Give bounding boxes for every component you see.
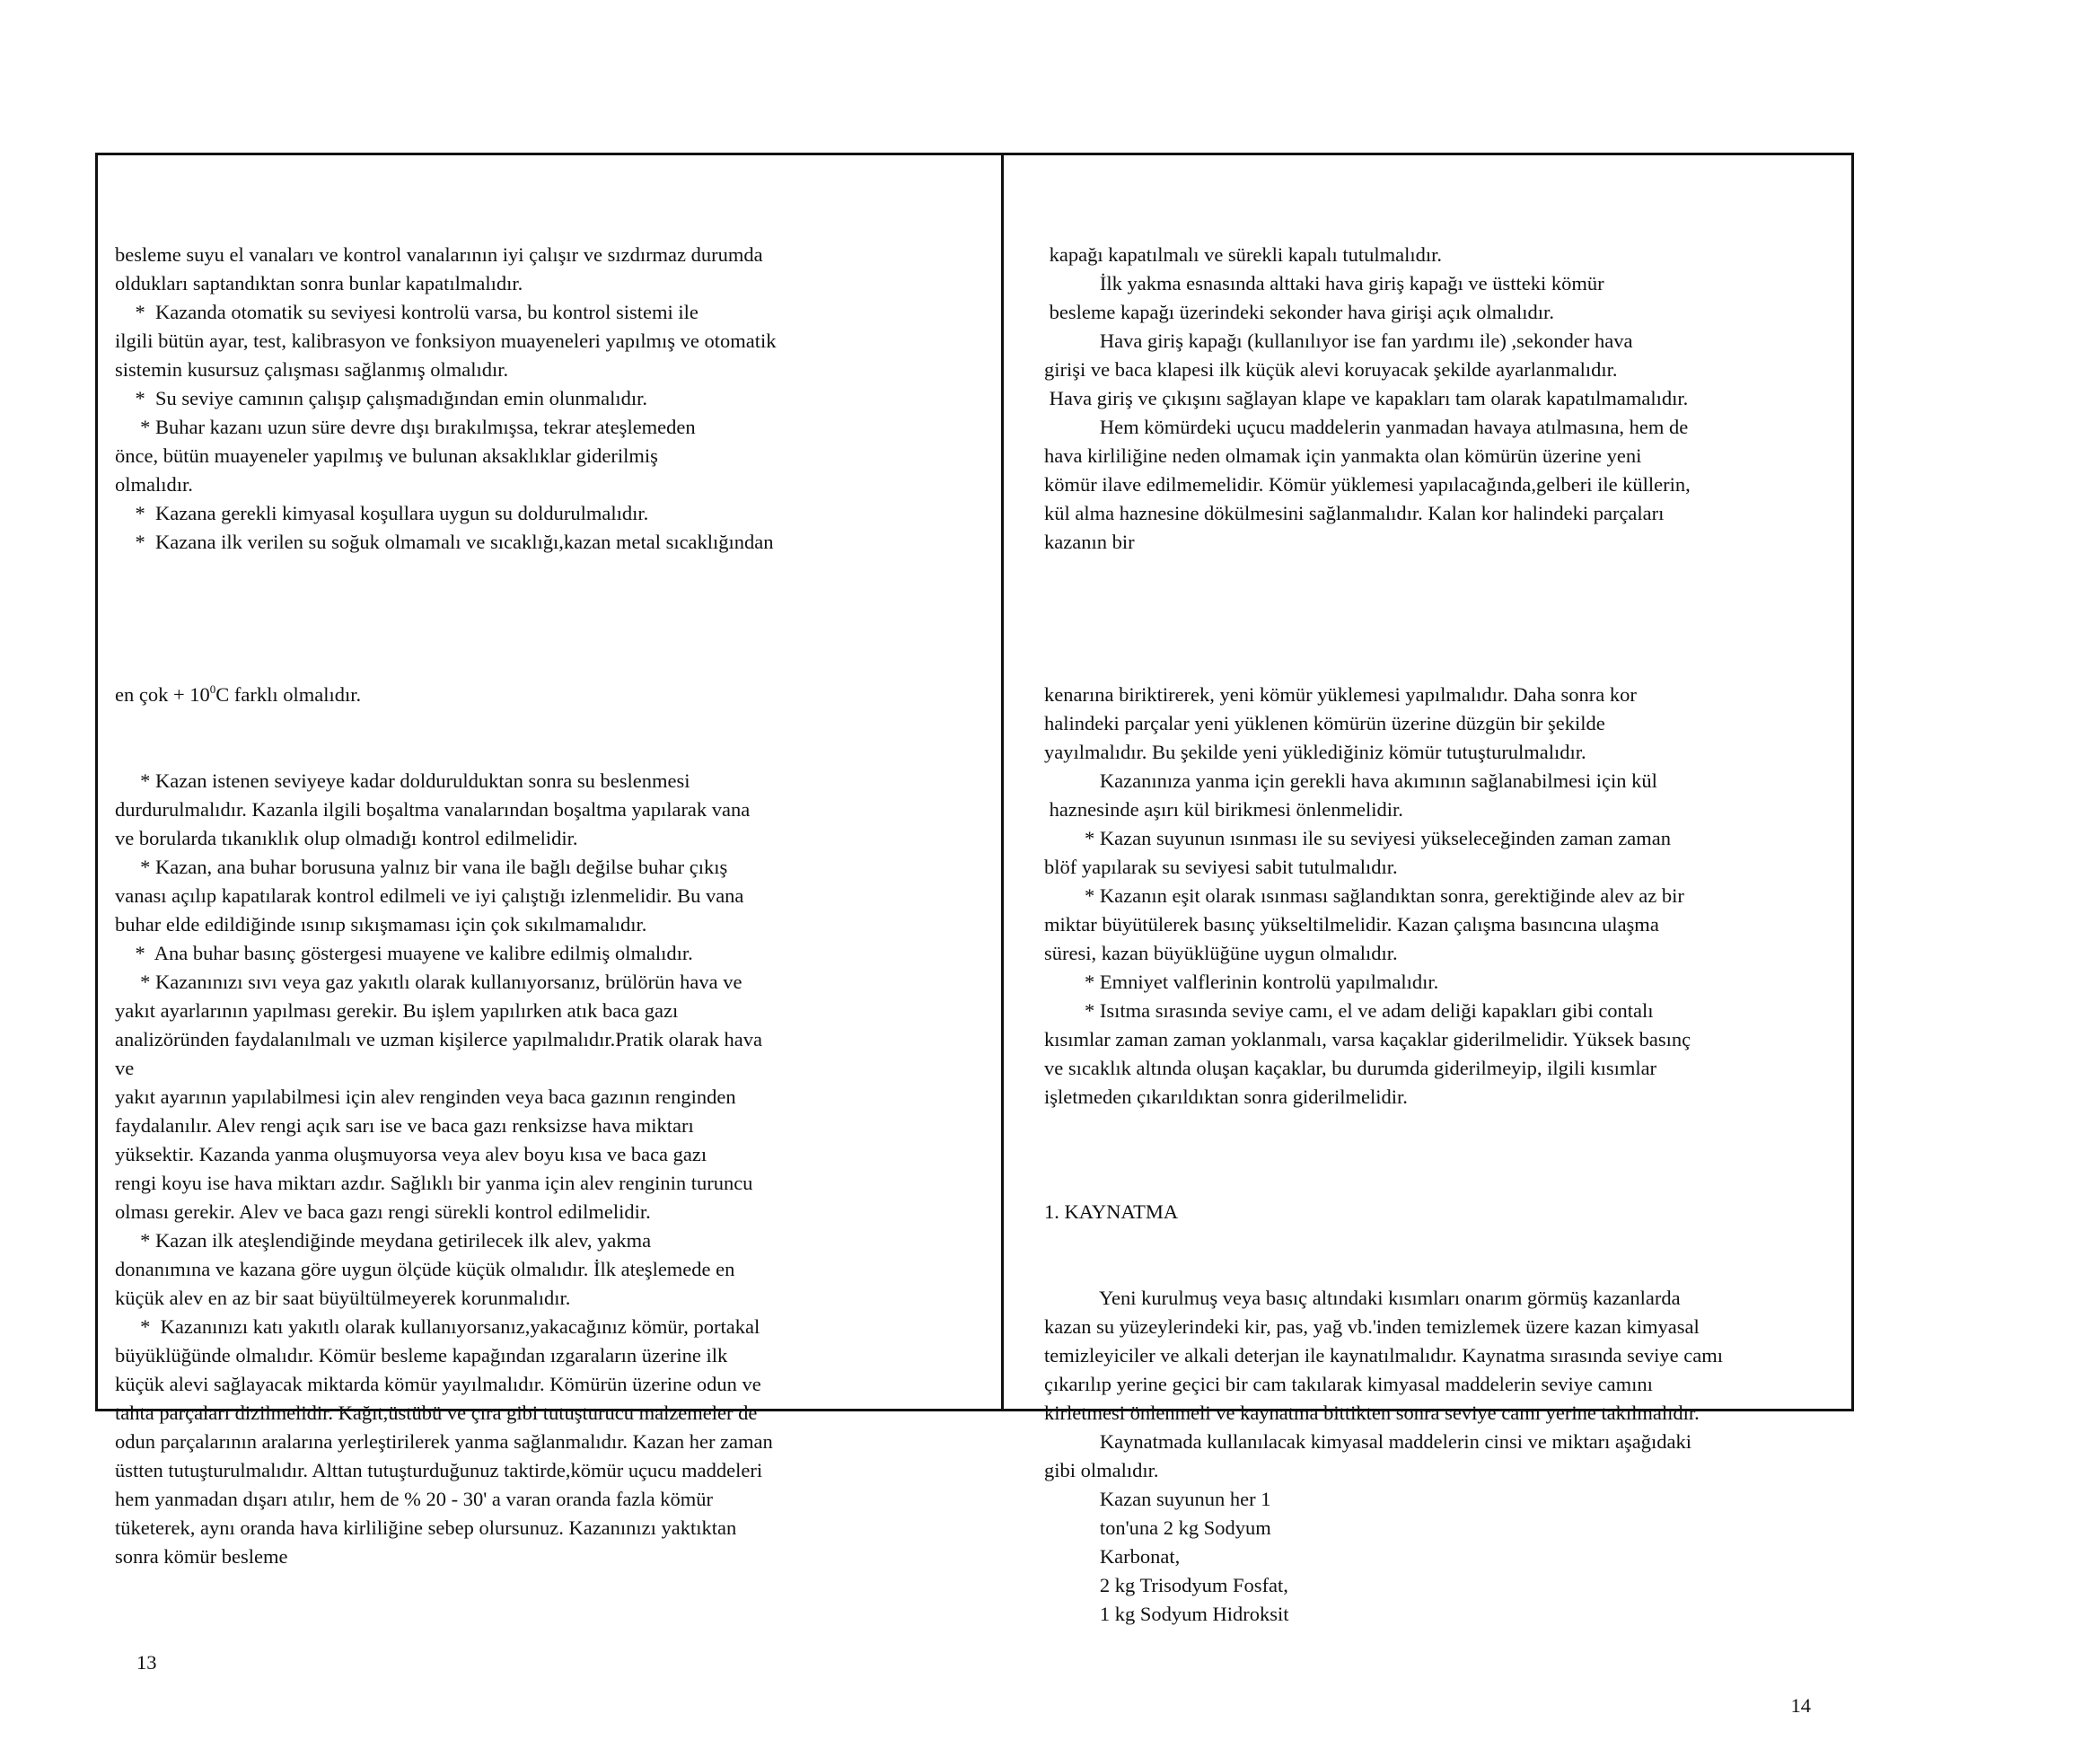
text-line: faydalanılır. Alev rengi açık sarı ise ve baca gazı renksizse hava miktarı — [115, 1114, 694, 1137]
text-line: * Su seviye camının çalışıp çalışmadığından emin olunmalıdır. — [115, 387, 648, 409]
page-number-left: 13 — [136, 1651, 157, 1674]
text-line: oldukları saptandıktan sonra bunlar kapatılmalıdır. — [115, 272, 523, 294]
paragraph-gap — [115, 614, 995, 623]
text-line: kömür ilave edilmemelidir. Kömür yüklemesi yapılacağında,gelberi ile küllerin, — [1044, 473, 1691, 496]
text-line: ve — [115, 1057, 135, 1079]
text-line: Hava giriş ve çıkışını sağlayan klape ve kapakları tam olarak kapatılmamalıdır. — [1044, 387, 1689, 409]
text-line: besleme kapağı üzerindeki sekonder hava girişi açık olmalıdır. — [1044, 301, 1554, 323]
left-page-body — [115, 183, 995, 1706]
text-line: yüksektir. Kazanda yanma oluşmuyorsa veya alev boyu kısa ve baca gazı — [115, 1143, 707, 1165]
text-line: üstten tutuşturulmalıdır. Alttan tutuşturduğunuz taktirde,kömür uçucu maddeleri — [115, 1459, 763, 1481]
page-divider — [1001, 153, 1004, 1411]
text-line: tüketerek, aynı oranda hava kirliliğine sebep olursunuz. Kazanınızı yaktıktan — [115, 1516, 737, 1539]
text-line: kül alma haznesine dökülmesini sağlanmalıdır. Kalan kor halindeki parçaları — [1044, 502, 1665, 524]
text-line: yayılmalıdır. Bu şekilde yeni yüklediğiniz kömür tutuşturulmalıdır. — [1044, 741, 1586, 763]
temperature-line — [115, 681, 995, 709]
text-line: Hava giriş kapağı (kullanılıyor ise fan yardımı ile) ,sekonder hava — [1044, 330, 1633, 352]
temp-superscript: 0 — [209, 682, 216, 696]
section-heading-kaynatma: 1. KAYNATMA — [1044, 1200, 1179, 1223]
text-line: ve borularda tıkanıklık olup olmadığı kontrol edilmelidir. — [115, 827, 578, 849]
text-line: buhar elde edildiğinde ısınıp sıkışmaması için çok sıkılmamalıdır. — [115, 913, 647, 936]
text-line: kısımlar zaman zaman yoklanmalı, varsa kaçaklar giderilmelidir. Yüksek basınç — [1044, 1028, 1691, 1050]
text-line: önce, bütün muayeneler yapılmış ve bulunan aksaklıklar giderilmiş — [115, 444, 658, 467]
text-line: süresi, kazan büyüklüğüne uygun olmalıdır. — [1044, 942, 1398, 964]
text-line: vanası açılıp kapatılarak kontrol edilmeli ve iyi çalıştığı izlenmelidir. Bu vana — [115, 884, 744, 907]
page-number-right: 14 — [1790, 1694, 1811, 1717]
text-line: miktar büyütülerek basınç yükseltilmelidir. Kazan çalışma basıncına ulaşma — [1044, 913, 1659, 936]
text-line: ve sıcaklık altında oluşan kaçaklar, bu durumda giderilmeyip, ilgili kısımlar — [1044, 1057, 1657, 1079]
text-line: * Ana buhar basınç göstergesi muayene ve kalibre edilmiş olmalıdır. — [115, 942, 693, 964]
text-line: büyüklüğünde olmalıdır. Kömür besleme kapağından ızgaraların üzerine ilk — [115, 1344, 728, 1367]
text-line: Kazanınıza yanma için gerekli hava akımının sağlanabilmesi için kül — [1044, 769, 1657, 792]
text-line: İlk yakma esnasında alttaki hava giriş kapağı ve üstteki kömür — [1044, 272, 1604, 294]
temp-line-after: C farklı olmalıdır. — [215, 683, 362, 706]
right-page-lines-b — [1044, 681, 1843, 1140]
text-line: tahta parçaları dizilmelidir. Kağıt,üstübü ve çıra gibi tutuşturucu malzemeler de — [115, 1402, 758, 1424]
text-line: gibi olmalıdır. — [1044, 1459, 1159, 1481]
text-line: besleme suyu el vanaları ve kontrol vanalarının iyi çalışır ve sızdırmaz durumda — [115, 243, 763, 266]
text-line: * Kazanınızı sıvı veya gaz yakıtlı olarak kullanıyorsanız, brülörün hava ve — [115, 971, 742, 993]
text-line: * Emniyet valflerinin kontrolü yapılmalıdır. — [1044, 971, 1439, 993]
text-line: kazan su yüzeylerindeki kir, pas, yağ vb.'inden temizlemek üzere kazan kimyasal — [1044, 1315, 1700, 1338]
left-page-lines-a — [115, 241, 995, 557]
text-line: halindeki parçalar yeni yüklenen kömürün üzerine düzgün bir şekilde — [1044, 712, 1605, 734]
text-line: * Kazanınızı katı yakıtlı olarak kullanıyorsanız,yakacağınız kömür, portakal — [115, 1315, 760, 1338]
text-line: * Kazanda otomatik su seviyesi kontrolü varsa, bu kontrol sistemi ile — [115, 301, 699, 323]
text-line: * Kazan suyunun ısınması ile su seviyesi yükseleceğinden zaman zaman — [1044, 827, 1671, 849]
text-line: * Kazan, ana buhar borusuna yalnız bir vana ile bağlı değilse buhar çıkış — [115, 856, 728, 878]
text-line — [1044, 1112, 1843, 1140]
text-line: blöf yapılarak su seviyesi sabit tutulmalıdır. — [1044, 856, 1398, 878]
text-line: analizöründen faydalanılmalı ve uzman kişilerce yapılmalıdır.Pratik olarak hava — [115, 1028, 762, 1050]
right-page-lines-a — [1044, 241, 1843, 557]
text-line: odun parçalarının aralarına yerleştirilerek yanma sağlanmalıdır. Kazan her zaman — [115, 1430, 773, 1453]
left-page-lines-b — [115, 767, 995, 1571]
text-line: işletmeden çıkarıldıktan sonra giderilmelidir. — [1044, 1085, 1408, 1108]
text-line: kirletmesi önlenmeli ve kaynatma bittikten sonra seviye camı yerine takılmalıdır. — [1044, 1402, 1700, 1424]
text-line: kazanın bir — [1044, 531, 1135, 553]
text-line: Yeni kurulmuş veya basıç altındaki kısımları onarım görmüş kazanlarda — [1044, 1287, 1681, 1309]
text-line: donanımına ve kazana göre uygun ölçüde küçük olmalıdır. İlk ateşlemede en — [115, 1258, 735, 1280]
text-line: çıkarılıp yerine geçici bir cam takılarak kimyasal maddelerin seviye camını — [1044, 1373, 1653, 1395]
text-line: sistemin kusursuz çalışması sağlanmış olmalıdır. — [115, 358, 509, 381]
text-line: * Kazana ilk verilen su soğuk olmamalı ve sıcaklığı,kazan metal sıcaklığından — [115, 531, 774, 553]
text-line: yakıt ayarının yapılabilmesi için alev renginden veya baca gazının renginden — [115, 1085, 736, 1108]
text-line: ilgili bütün ayar, test, kalibrasyon ve fonksiyon muayeneleri yapılmış ve otomatik — [115, 330, 777, 352]
text-line: kapağı kapatılmalı ve sürekli kapalı tutulmalıdır. — [1044, 243, 1443, 266]
text-line: Kaynatmada kullanılacak kimyasal maddelerin cinsi ve miktarı aşağıdaki — [1044, 1430, 1692, 1453]
paragraph-gap — [1044, 614, 1843, 623]
text-line: sonra kömür besleme — [115, 1545, 288, 1568]
text-line: küçük alevi sağlayacak miktarda kömür yayılmalıdır. Kömürün üzerine odun ve — [115, 1373, 761, 1395]
text-line: girişi ve baca klapesi ilk küçük alevi koruyacak şekilde ayarlanmalıdır. — [1044, 358, 1618, 381]
text-line: hem yanmadan dışarı atılır, hem de % 20 - 30' a varan oranda fazla kömür — [115, 1488, 714, 1510]
text-line: rengi koyu ise hava miktarı azdır. Sağlıklı bir yanma için alev renginin turuncu — [115, 1172, 753, 1194]
text-line: 1 kg Sodyum Hidroksit — [1044, 1603, 1289, 1625]
text-line: * Kazana gerekli kimyasal koşullara uygun su doldurulmalıdır. — [115, 502, 649, 524]
text-line: * Buhar kazanı uzun süre devre dışı bırakılmışsa, tekrar ateşlemeden — [115, 416, 696, 438]
text-line: ton'una 2 kg Sodyum — [1044, 1516, 1271, 1539]
right-page-body — [1044, 183, 1843, 1749]
text-line: * Kazanın eşit olarak ısınması sağlandıktan sonra, gerektiğinde alev az bir — [1044, 884, 1684, 907]
text-line: haznesinde aşırı kül birikmesi önlenmelidir. — [1044, 798, 1403, 821]
text-line: kenarına biriktirerek, yeni kömür yüklemesi yapılmalıdır. Daha sonra kor — [1044, 683, 1637, 706]
text-line: * Isıtma sırasında seviye camı, el ve adam deliği kapakları gibi contalı — [1044, 999, 1654, 1022]
text-line: olması gerekir. Alev ve baca gazı rengi sürekli kontrol edilmelidir. — [115, 1200, 651, 1223]
text-line: yakıt ayarlarının yapılması gerekir. Bu işlem yapılırken atık baca gazı — [115, 999, 679, 1022]
text-line: küçük alev en az bir saat büyültülmeyerek korunmalıdır. — [115, 1287, 571, 1309]
text-line: * Kazan istenen seviyeye kadar doldurulduktan sonra su beslenmesi — [115, 769, 690, 792]
text-line: olmalıdır. — [115, 473, 193, 496]
text-line: Hem kömürdeki uçucu maddelerin yanmadan havaya atılmasına, hem de — [1044, 416, 1689, 438]
text-line: * Kazan ilk ateşlendiğinde meydana getirilecek ilk alev, yakma — [115, 1229, 652, 1252]
text-line: temizleyiciler ve alkali deterjan ile kaynatılmalıdır. Kaynatma sırasında seviye camı — [1044, 1344, 1723, 1367]
right-page-lines-c — [1044, 1284, 1843, 1629]
text-line: durdurulmalıdır. Kazanla ilgili boşaltma vanalarından boşaltma yapılarak vana — [115, 798, 751, 821]
text-line: Karbonat, — [1044, 1545, 1181, 1568]
temp-line-before: en çok + 10 — [115, 683, 210, 706]
text-line: Kazan suyunun her 1 — [1044, 1488, 1271, 1510]
text-line: 2 kg Trisodyum Fosfat, — [1044, 1574, 1288, 1596]
text-line: hava kirliliğine neden olmamak için yanmakta olan kömürün üzerine yeni — [1044, 444, 1642, 467]
